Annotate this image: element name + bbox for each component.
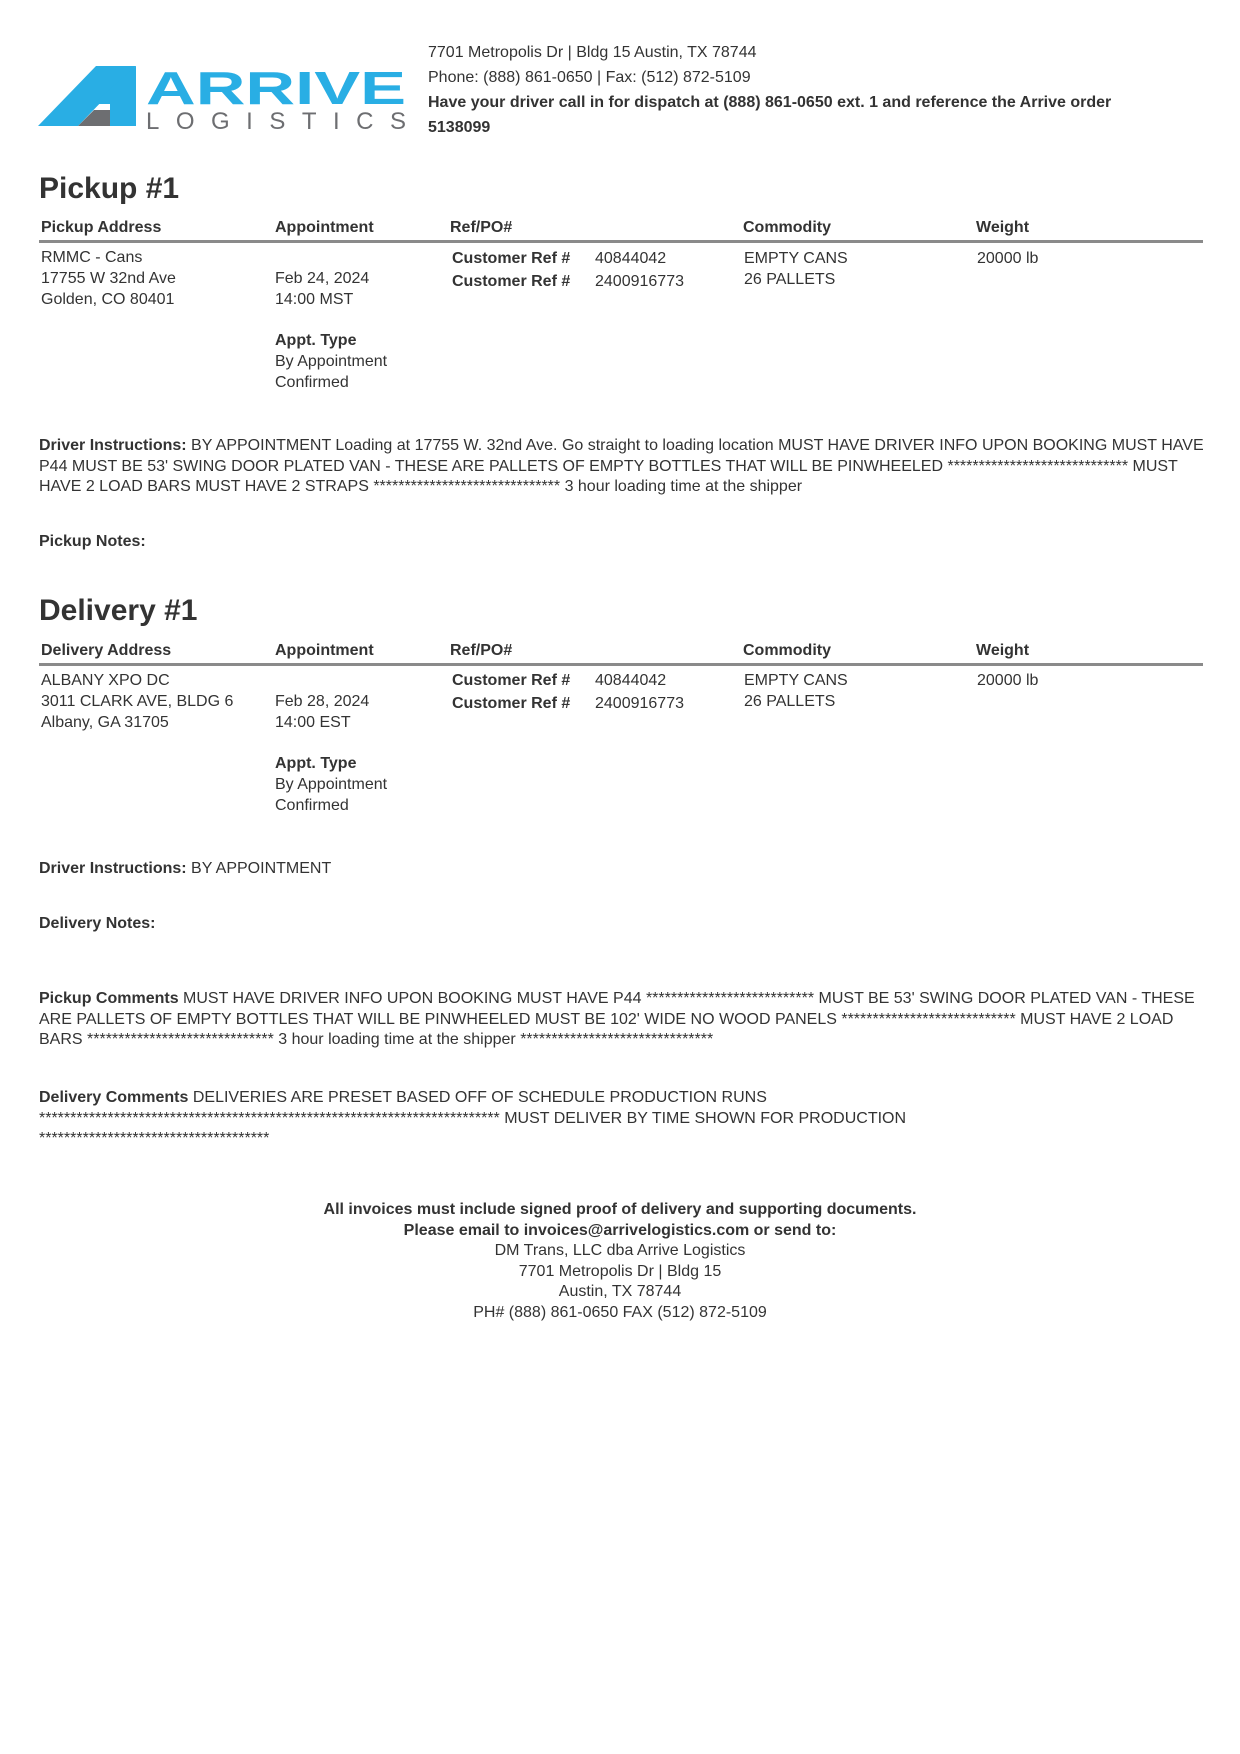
pickup-col-commodity: Commodity [743, 219, 831, 236]
ref-label: Customer Ref # [452, 273, 571, 290]
pickup-driver-instructions [39, 436, 1204, 498]
pickup-address-line: 17755 W 32nd Ave [41, 270, 176, 287]
footer-line: Please email to invoices@arrivelogistics.com or send to: [403, 1221, 837, 1239]
delivery-col-ref: Ref/PO# [450, 642, 513, 659]
delivery-driver-instructions [39, 859, 1204, 880]
delivery-address [41, 670, 233, 733]
pickup-instructions-text: BY APPOINTMENT Loading at 17755 W. 32nd Ave. Go straight to loading location MUST HAVE DRIVER INFO UPON BOOKING MUST HAVE P44 MUST BE 53' SWING DOOR PLATED VAN - THESE ARE PALLETS OF EMPTY BOTTLES THAT WILL BE PINWHEELED ***************************** MUST HAVE 2 LOAD BARS MUST HAVE 2 STRAPS ****************************** 3 hour loading time at the shipper [39, 437, 1204, 495]
commodity-line: EMPTY CANS [744, 672, 848, 689]
delivery-instructions-text: BY APPOINTMENT [191, 860, 332, 877]
company-address: 7701 Metropolis Dr | Bldg 15 Austin, TX 78744 [428, 44, 757, 61]
pickup-header-rule [39, 240, 1203, 243]
delivery-address-line: Albany, GA 31705 [41, 714, 169, 731]
dispatch-line-2: 5138099 [428, 119, 491, 136]
delivery-col-commodity: Commodity [743, 642, 831, 659]
delivery-appt-type-label: Appt. Type [275, 755, 357, 772]
delivery-col-appointment: Appointment [275, 642, 374, 659]
commodity-line: 26 PALLETS [744, 271, 836, 288]
delivery-header-rule [39, 663, 1203, 666]
delivery-appt-type-value: Confirmed [275, 797, 349, 814]
footer-line: PH# (888) 861-0650 FAX (512) 872-5109 [473, 1303, 767, 1321]
pickup-comments [39, 989, 1204, 1051]
delivery-comments-line [39, 1088, 1204, 1109]
ref-value: 40844042 [595, 250, 667, 267]
pickup-col-address: Pickup Address [41, 219, 162, 236]
delivery-appt-date: Feb 28, 2024 [275, 693, 370, 710]
pickup-notes-label: Pickup Notes: [39, 533, 146, 550]
invoice-footer [0, 1200, 1240, 1323]
delivery-address-line: ALBANY XPO DC [41, 672, 170, 689]
delivery-col-address: Delivery Address [41, 642, 172, 659]
ref-label: Customer Ref # [452, 250, 571, 267]
pickup-address [41, 247, 176, 310]
pickup-appt-type-value: Confirmed [275, 374, 349, 391]
delivery-comments-line: ************************************* [39, 1130, 270, 1147]
footer-line: 7701 Metropolis Dr | Bldg 15 [518, 1262, 722, 1280]
arrive-logistics-logo [38, 66, 408, 136]
delivery-title: Delivery #1 [39, 594, 198, 627]
pickup-instructions-label: Driver Instructions: [39, 437, 187, 454]
delivery-col-weight: Weight [976, 642, 1030, 659]
pickup-appt-time: 14:00 MST [275, 291, 354, 308]
pickup-title: Pickup #1 [39, 172, 180, 205]
pickup-appt-type [275, 330, 387, 393]
delivery-comments-label: Delivery Comments [39, 1089, 189, 1106]
footer-line: Austin, TX 78744 [558, 1283, 682, 1300]
pickup-ref-row [452, 270, 684, 293]
pickup-appointment [275, 268, 369, 310]
pickup-ref-row [452, 247, 684, 270]
pickup-address-line: Golden, CO 80401 [41, 291, 175, 308]
ref-label: Customer Ref # [452, 672, 571, 689]
delivery-appt-type [275, 753, 387, 816]
ref-label: Customer Ref # [452, 695, 571, 712]
pickup-appt-type-value: By Appointment [275, 353, 388, 370]
pickup-comments-text: MUST HAVE DRIVER INFO UPON BOOKING MUST HAVE P44 *************************** MUST BE 53' SWING DOOR PLATED VAN - THESE ARE PALLETS OF EMPTY BOTTLES THAT WILL BE PINWHEELED MUST BE 102' WIDE NO WOOD PANELS **************************** MUST HAVE 2 LOAD BARS ****************************** 3 hour loading time at the shipper ******************************* [39, 990, 1195, 1048]
delivery-ref-row [452, 692, 684, 715]
delivery-ref-row [452, 669, 684, 692]
commodity-line: EMPTY CANS [744, 250, 848, 267]
delivery-appt-type-value: By Appointment [275, 776, 388, 793]
delivery-appt-time: 14:00 EST [275, 714, 351, 731]
pickup-appt-date: Feb 24, 2024 [275, 270, 370, 287]
pickup-weight: 20000 lb [977, 250, 1039, 267]
delivery-instructions-label: Driver Instructions: [39, 860, 187, 877]
logo-sub: LOGISTICS [146, 108, 406, 135]
ref-value: 2400916773 [595, 273, 684, 290]
logo-word: ARRIVE [146, 66, 406, 114]
pickup-address-line: RMMC - Cans [41, 249, 143, 266]
ref-value: 2400916773 [595, 695, 684, 712]
delivery-comments-line: ************************************************************************** MUST DELIVER BY TIME SHOWN FOR PRODUCTION [39, 1109, 907, 1127]
delivery-comments-text: DELIVERIES ARE PRESET BASED OFF OF SCHEDULE PRODUCTION RUNS [192, 1089, 767, 1106]
pickup-col-appointment: Appointment [275, 219, 374, 236]
pickup-comments-label: Pickup Comments [39, 990, 179, 1007]
ref-value: 40844042 [595, 672, 667, 689]
company-contact [428, 40, 1168, 140]
company-phone: Phone: (888) 861-0650 | Fax: (512) 872-5109 [428, 69, 751, 86]
footer-line: All invoices must include signed proof of delivery and supporting documents. [323, 1201, 917, 1218]
pickup-refs [452, 247, 684, 293]
pickup-col-ref: Ref/PO# [450, 219, 513, 236]
delivery-comments [39, 1088, 1204, 1150]
delivery-notes-label: Delivery Notes: [39, 915, 156, 932]
delivery-commodity [744, 670, 848, 712]
delivery-weight: 20000 lb [977, 672, 1039, 689]
pickup-commodity [744, 248, 848, 290]
delivery-appointment [275, 691, 369, 733]
pickup-col-weight: Weight [976, 219, 1030, 236]
commodity-line: 26 PALLETS [744, 693, 836, 710]
pickup-appt-type-label: Appt. Type [275, 332, 357, 349]
dispatch-line-1: Have your driver call in for dispatch at (888) 861-0650 ext. 1 and reference the Arrive order [428, 94, 1112, 111]
footer-line: DM Trans, LLC dba Arrive Logistics [494, 1242, 746, 1259]
delivery-address-line: 3011 CLARK AVE, BLDG 6 [41, 693, 234, 710]
delivery-refs [452, 669, 684, 715]
